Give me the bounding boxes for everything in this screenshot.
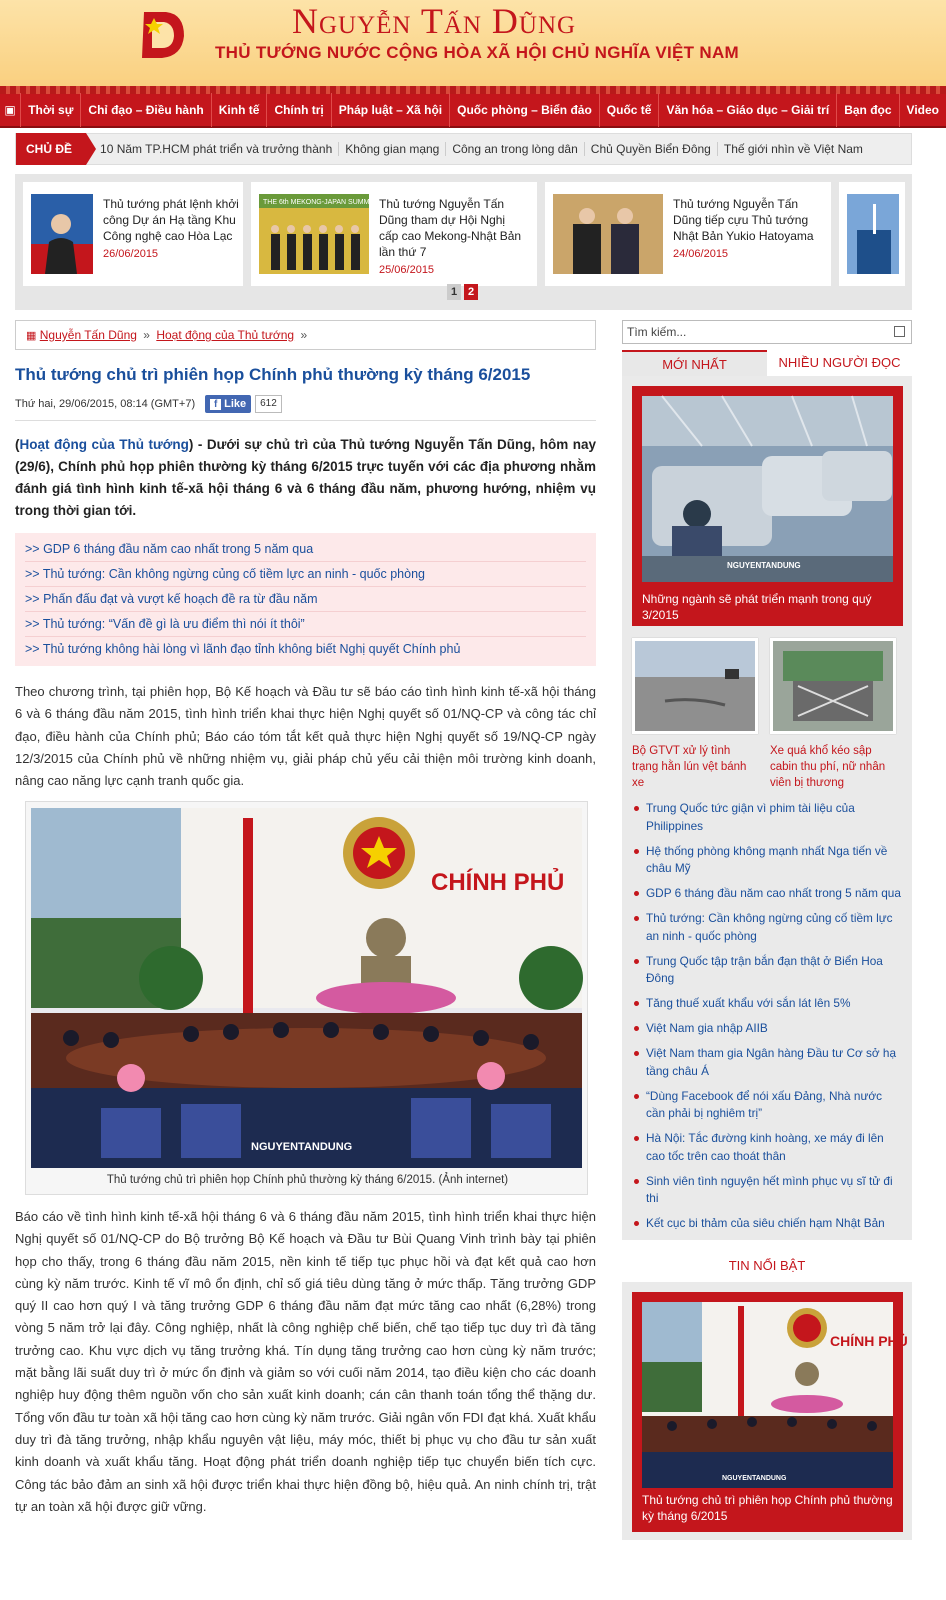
sidebar-tabs [622, 350, 912, 376]
breadcrumb-home-icon: ▦ [26, 330, 37, 342]
hot-news-panel [622, 1282, 912, 1540]
nav-item-video[interactable]: Video [899, 93, 946, 127]
slide-item-partial[interactable] [839, 182, 905, 286]
like-label: Like [224, 398, 247, 410]
hot-news-item[interactable] [632, 1292, 908, 1532]
like-count: 612 [255, 395, 282, 413]
nav-item-ban-doc[interactable]: Bạn đọc [836, 93, 898, 127]
article-meta [15, 395, 282, 413]
related-link[interactable]: >> GDP 6 tháng đầu năm cao nhất trong 5 năm qua [25, 537, 586, 562]
search-placeholder: Tìm kiếm... [627, 325, 687, 339]
slide-item[interactable] [545, 182, 831, 286]
breadcrumb-separator: » [143, 328, 150, 342]
site-subtitle: THỦ TƯỚNG NƯỚC CỘNG HÒA XÃ HỘI CHỦ NGHĨA VIỆT NAM [215, 43, 739, 62]
news-list-item[interactable]: Thủ tướng: Cần không ngừng củng cố tiềm lực an ninh - quốc phòng [632, 910, 904, 945]
topic-link[interactable]: Công an trong lòng dân [446, 142, 584, 156]
news-list-item[interactable]: GDP 6 tháng đầu năm cao nhất trong 5 năm qua [632, 885, 904, 903]
photo-sign-text: CHÍNH PHỦ [431, 869, 565, 896]
nav-item-chinh-tri[interactable]: Chính trị [266, 93, 330, 127]
nav-item-thoi-su[interactable]: Thời sự [20, 93, 80, 127]
title-divider [15, 420, 596, 421]
topics-bar [15, 133, 912, 165]
slide-title-line: Thủ tướng Nguyễn Tấn [379, 197, 505, 211]
slide-item[interactable] [251, 182, 537, 286]
featured-slider [15, 174, 912, 310]
article-paragraph: Báo cáo về tình hình kinh tế-xã hội tháng 6 và 6 tháng đầu năm 2015, tình hình triển khai thực hiện Nghị quyết số 01/NQ-CP do Bộ trưởng Bộ Kế hoạch và Đầu tư Bùi Quang Vinh trình bày tại phiên họp cho thấy, trong 6 tháng đầu năm 2015, nền kinh tế tiếp tục phục hồi và đạt kết quả cao hơn cùng kỳ năm trước. Kinh tế vĩ mô ổn định, chỉ số giá tiêu dùng tăng ở mức thấp. Tăng trưởng GDP quý II cao hơn quý I và tăng trưởng GDP 6 tháng đầu năm đạt mức tăng cao nhất (6,28%) trong vòng 5 năm trở lại đây. Công nghiệp, nhất là công nghiệp chế biến, chế tạo tiếp tục duy trì đà tăng trưởng cao. Khu vực dịch vụ tăng trưởng khá. Tín dụng tăng trưởng cao hơn cùng kỳ năm trước; mặt bằng lãi suất duy trì ở mức ổn định và giảm so với cuối năm 2014, tạo điều kiện cho các doanh nghiệp huy động thêm nguồn vốn cho sản xuất kinh doanh; cán cân thanh toán tổng thể thặng dư. Tổng vốn đầu tư toàn xã hội tăng cao hơn cùng kỳ năm trước. Giải ngân vốn FDI đạt khá. Xuất khẩu duy trì đà tăng trưởng, nhập khẩu nguyên vật liệu, máy móc, thiết bị phục vụ cho đầu tư sản xuất kinh doanh và xuất khẩu tăng. Hoạt động phát triển doanh nghiệp tiếp tục chuyển biến tích cực. Công tác bảo đảm an sinh xã hội được triển khai thực hiện đồng bộ, hiệu quả. An ninh chính trị, trật tự an toàn xã hội được giữ vững. [15, 1209, 596, 1514]
slide-title-line: Dũng tiếp cựu Thủ tướng [673, 213, 809, 227]
tab-nhieu-nguoi-doc[interactable]: NHIỀU NGƯỜI ĐỌC [767, 350, 912, 376]
news-thumb-image[interactable] [770, 638, 896, 734]
latest-news-panel [622, 376, 912, 1240]
hot-news-heading: TIN NỔI BẬT [728, 1258, 806, 1273]
nav-item-phap-luat[interactable]: Pháp luật – Xã hội [331, 93, 449, 127]
slide-title-line: Nhật Bản Yukio Hatoyama [673, 229, 814, 243]
news-thumb-item[interactable] [770, 638, 896, 791]
topic-link[interactable]: 10 Năm TP.HCM phát triển và trưởng thành [94, 142, 339, 156]
article-title: Thủ tướng chủ trì phiên họp Chính phủ thường kỳ tháng 6/2015 [15, 365, 531, 384]
nav-item-kinh-te[interactable]: Kinh tế [211, 93, 267, 127]
news-list-item[interactable]: Kết cục bi thảm của siêu chiến hạm Nhật Bản [632, 1215, 904, 1233]
slide-thumbnail[interactable] [847, 194, 899, 274]
facebook-icon: f [210, 399, 221, 410]
slide-title-line: Thủ tướng phát lệnh khởi [103, 197, 239, 211]
related-link[interactable]: >> Thủ tướng: “Vấn đề gì là ưu điểm thì nói ít thôi” [25, 612, 586, 637]
pager-page-1[interactable]: 1 [447, 284, 461, 300]
slider-pager [447, 284, 478, 300]
figure-caption: Thủ tướng chủ trì phiên họp Chính phủ thường kỳ tháng 6/2015. (Ảnh internet) [106, 1174, 509, 1186]
site-title[interactable]: Nguyễn Tấn Dũng [292, 1, 577, 41]
article-paragraph: Theo chương trình, tại phiên họp, Bộ Kế hoạch và Đầu tư sẽ báo cáo tình hình kinh tế-xã hội tháng 6 và 6 tháng đầu năm 2015, tình hình triển khai thực hiện Nghị quyết số 01/NQ-CP và công tác chỉ đạo, điều hành của Chính phủ; Báo cáo tóm tắt kết quả thực hiện Nghị quyết số 19/NQ-CP ngày 12/3/2015 của Chính phủ về những nhiệm vụ, giải pháp chủ yếu cải thiện môi trường kinh doanh, nâng cao năng lực cạnh tranh quốc gia. [15, 684, 596, 789]
featured-news[interactable] [632, 386, 903, 626]
topics-label: CHỦ ĐỀ [16, 133, 86, 165]
article-photo [31, 808, 582, 1168]
news-thumb-caption[interactable]: Bộ GTVT xử lý tình trạng hằn lún vệt bánh xe [632, 745, 747, 789]
slide-title-line: Thủ tướng Nguyễn Tấn [673, 197, 799, 211]
search-input[interactable] [622, 320, 912, 344]
slide-title[interactable] [379, 196, 521, 260]
news-thumb-image[interactable] [632, 638, 758, 734]
slide-thumbnail[interactable] [553, 194, 663, 274]
topic-link[interactable]: Chủ Quyền Biển Đông [585, 142, 718, 156]
main-nav [0, 94, 946, 128]
slide-title[interactable] [103, 196, 239, 244]
slide-item[interactable] [23, 182, 243, 286]
article-lead: (Hoạt động của Thủ tướng) - Dưới sự chủ trì của Thủ tướng Nguyễn Tấn Dũng, hôm nay (29/6), Chính phủ họp phiên thường kỳ tháng 6/2015 trực tuyến với các địa phương nhằm đánh giá tình hình kinh tế-xã hội tháng 6 và 6 tháng đầu năm, phương hướng, nhiệm vụ trong thời gian tới. [15, 437, 597, 518]
photo-watermark: NGUYENTANDUNG [251, 1141, 353, 1153]
topic-link[interactable]: Không gian mạng [339, 142, 446, 156]
slide-date: 25/06/2015 [379, 264, 435, 276]
slide-title-line: công Dự án Hạ tầng Khu [103, 213, 236, 227]
pager-page-2[interactable]: 2 [464, 284, 478, 300]
news-list-item[interactable]: Tăng thuế xuất khẩu với sắn lát lên 5% [632, 995, 904, 1013]
hot-news-image[interactable] [642, 1302, 908, 1488]
news-list-item[interactable]: Trung Quốc tức giận vì phim tài liệu của Philippines [632, 800, 904, 835]
news-list-item[interactable]: Trung Quốc tập trận bắn đạn thật ở Biển Hoa Đông [632, 953, 904, 988]
nav-item-chi-dao[interactable]: Chỉ đạo – Điều hành [80, 93, 210, 127]
news-thumb-item[interactable] [632, 638, 758, 791]
slide-title-line: Công nghệ cao Hòa Lạc [103, 229, 233, 243]
slide-title-line: lần thứ 7 [379, 245, 427, 259]
news-list-item[interactable]: Hà Nội: Tắc đường kinh hoàng, xe máy đi lên cao tốc trên cao thoát thân [632, 1130, 904, 1165]
svg-text:THE 6th MEKONG-JAPAN SUMMIT: THE 6th MEKONG-JAPAN SUMMIT [263, 199, 376, 206]
breadcrumb-link-category[interactable]: Hoạt động của Thủ tướng [156, 328, 295, 342]
news-list-item[interactable]: Việt Nam gia nhập AIIB [632, 1020, 904, 1038]
slide-date: 24/06/2015 [673, 248, 729, 260]
related-link[interactable]: >> Thủ tướng: Cần không ngừng củng cố tiềm lực an ninh - quốc phòng [25, 562, 586, 587]
site-logo[interactable] [138, 8, 186, 60]
slide-thumbnail[interactable] [259, 194, 376, 274]
hot-news-caption[interactable]: Thủ tướng chủ trì phiên họp Chính phủ thường kỳ tháng 6/2015 [642, 1493, 893, 1523]
slide-date: 26/06/2015 [103, 248, 159, 260]
news-thumb-caption[interactable]: Xe quá khổ kéo sập cabin thu phí, nữ nhân viên bị thương [770, 745, 886, 789]
featured-news-image[interactable] [642, 396, 893, 582]
nav-item-quoc-te[interactable]: Quốc tế [599, 93, 659, 127]
tab-moi-nhat[interactable]: MỚI NHẤT [622, 350, 767, 376]
breadcrumb-separator: » [300, 328, 308, 342]
breadcrumb-link-home[interactable]: Nguyễn Tấn Dũng [39, 328, 137, 342]
photo-watermark: NGUYENTANDUNG [727, 561, 801, 570]
lead-category-link[interactable]: Hoạt động của Thủ tướng [19, 437, 189, 452]
breadcrumb [15, 320, 596, 350]
facebook-like-button[interactable] [205, 395, 251, 413]
news-list-item[interactable]: Việt Nam tham gia Ngân hàng Đầu tư Cơ sở hạ tầng châu Á [632, 1045, 904, 1080]
lead-text: - Dưới sự chủ trì của Thủ tướng Nguyễn Tấn Dũng, hôm nay (29/6), Chính phủ họp phiên thường kỳ tháng 6/2015 trực tuyến với các địa phương nhằm đánh giá tình hình kinh tế-xã hội tháng 6 và 6 tháng đầu năm, phương hướng, nhiệm vụ trong thời gian tới. [15, 437, 597, 518]
related-links [15, 533, 596, 666]
search-icon[interactable] [894, 326, 905, 337]
related-link[interactable]: >> Thủ tướng không hài lòng vì lãnh đạo tỉnh không biết Nghị quyết Chính phủ [25, 642, 461, 656]
slide-title-line: cấp cao Mekong-Nhật Bản [379, 229, 522, 243]
nav-item-quoc-phong[interactable]: Quốc phòng – Biển đảo [449, 93, 599, 127]
article-date: Thứ hai, 29/06/2015, 08:14 (GMT+7) [15, 398, 196, 410]
photo-watermark: NGUYENTANDUNG [722, 1475, 787, 1482]
article-figure [25, 801, 588, 1195]
news-list-item[interactable]: “Dùng Facebook để nói xấu Đảng, Nhà nước cần phải bị nghiêm trị” [632, 1088, 904, 1123]
home-icon[interactable]: ▣ [4, 103, 16, 117]
topic-link[interactable]: Thế giới nhìn về Việt Nam [723, 142, 863, 156]
slide-title-line: Dũng tham dự Hội Nghị [379, 213, 506, 227]
nav-item-van-hoa[interactable]: Văn hóa – Giáo dục – Giải trí [658, 93, 836, 127]
news-list [632, 800, 904, 1240]
news-list-item[interactable]: Hệ thống phòng không mạnh nhất Nga tiến về châu Mỹ [632, 843, 904, 878]
photo-sign-text: CHÍNH PHỦ [830, 1333, 908, 1349]
related-link[interactable]: >> Phấn đấu đạt và vượt kế hoạch đề ra từ đầu năm [25, 587, 586, 612]
slide-title[interactable] [673, 196, 814, 244]
slide-thumbnail[interactable] [31, 194, 93, 274]
site-header [0, 0, 946, 90]
featured-news-caption[interactable]: Những ngành sẽ phát triển mạnh trong quý 3/2015 [642, 592, 872, 622]
news-list-item[interactable]: Sinh viên tình nguyện hết mình phục vụ sĩ tử đi thi [632, 1173, 904, 1208]
